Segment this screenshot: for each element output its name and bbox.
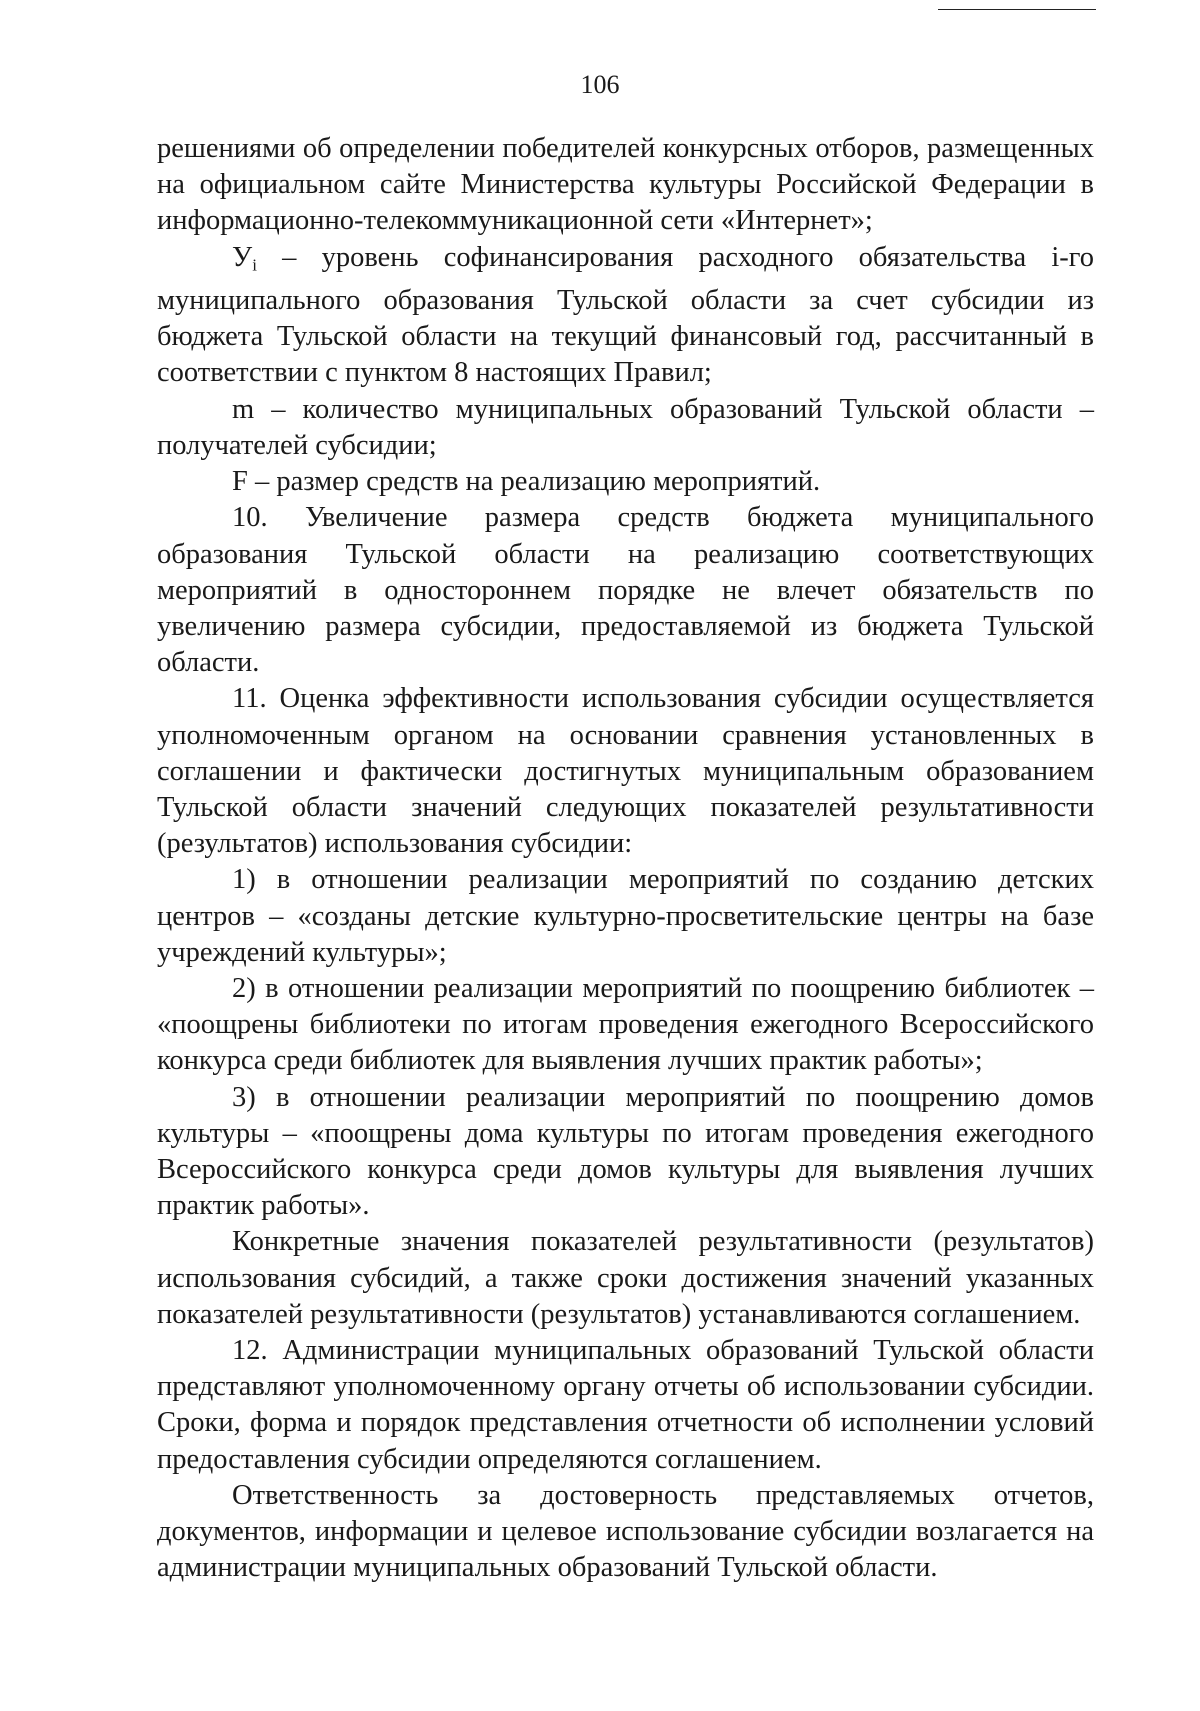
list-item-3: 3) в отношении реализации мероприятий по поощрению домов культуры – «поощрены дома культуры по итогам проведения ежегодного Всероссийского конкурса среди домов культуры для выявления лучших практик работы». xyxy=(157,1081,1094,1222)
paragraph-indicator-values: Конкретные значения показателей результативности (результатов) использования субсидий, а также сроки достижения значений указанных показателей результативности (результатов) устанавливаются соглашением. xyxy=(157,1226,1094,1330)
paragraph-responsibility: Ответственность за достоверность представляемых отчетов, документов, информации и целевое использование субсидии возлагается на администрации муниципальных образований Тульской области. xyxy=(157,1479,1094,1584)
page-number: 106 xyxy=(580,70,620,99)
yi-subscript: i xyxy=(252,254,257,274)
yi-definition-text: уровень софинансирования расходного обязательства i-го муниципального образования Тульской области за счет субсидии из бюджета Тульской области на текущий финансовый год, рассчитанный в соответствии с пунктом 8 настоящих Правил; xyxy=(157,241,1095,389)
paragraph-continuation: решениями об определении победителей конкурсных отборов, размещенных на официальном сайте Министерства культуры Российской Федерации в информационно-телекоммуникационной сети «Интернет»; xyxy=(157,133,1094,237)
paragraph-yi-definition xyxy=(157,240,1094,392)
paragraph-11: 11. Оценка эффективности использования субсидии осуществляется уполномоченным органом на основании сравнения установленных в соглашении и фактически достигнутых муниципальным образованием Тульской области значений следующих показателей результативности (результатов) использования субсидии: xyxy=(157,683,1094,860)
top-rule xyxy=(938,9,1096,10)
document-body xyxy=(157,131,1094,1586)
paragraph-f-definition: F – размер средств на реализацию мероприятий. xyxy=(232,466,821,498)
paragraph-12: 12. Администрации муниципальных образований Тульской области представляют уполномоченному органу отчеты об использовании субсидии. Сроки, форма и порядок представления отчетности об исполнении условий предоставления субсидии определяются соглашением. xyxy=(157,1334,1094,1475)
list-item-1: 1) в отношении реализации мероприятий по созданию детских центров – «созданы детские культурно-просветительские центры на базе учреждений культуры»; xyxy=(157,864,1094,968)
paragraph-10: 10. Увеличение размера средств бюджета муниципального образования Тульской области на реализацию соответствующих мероприятий в одностороннем порядке не влечет обязательств по увеличению размера субсидии, предоставляемой из бюджета Тульской области. xyxy=(157,502,1094,679)
yi-symbol: У xyxy=(232,241,253,273)
list-item-2: 2) в отношении реализации мероприятий по поощрению библиотек – «поощрены библиотеки по итогам проведения ежегодного Всероссийского конкурса среди библиотек для выявления лучших практик работы»; xyxy=(157,972,1094,1077)
yi-dash: – xyxy=(256,241,322,273)
paragraph-m-definition: m – количество муниципальных образований Тульской области – получателей субсидии; xyxy=(157,393,1094,461)
